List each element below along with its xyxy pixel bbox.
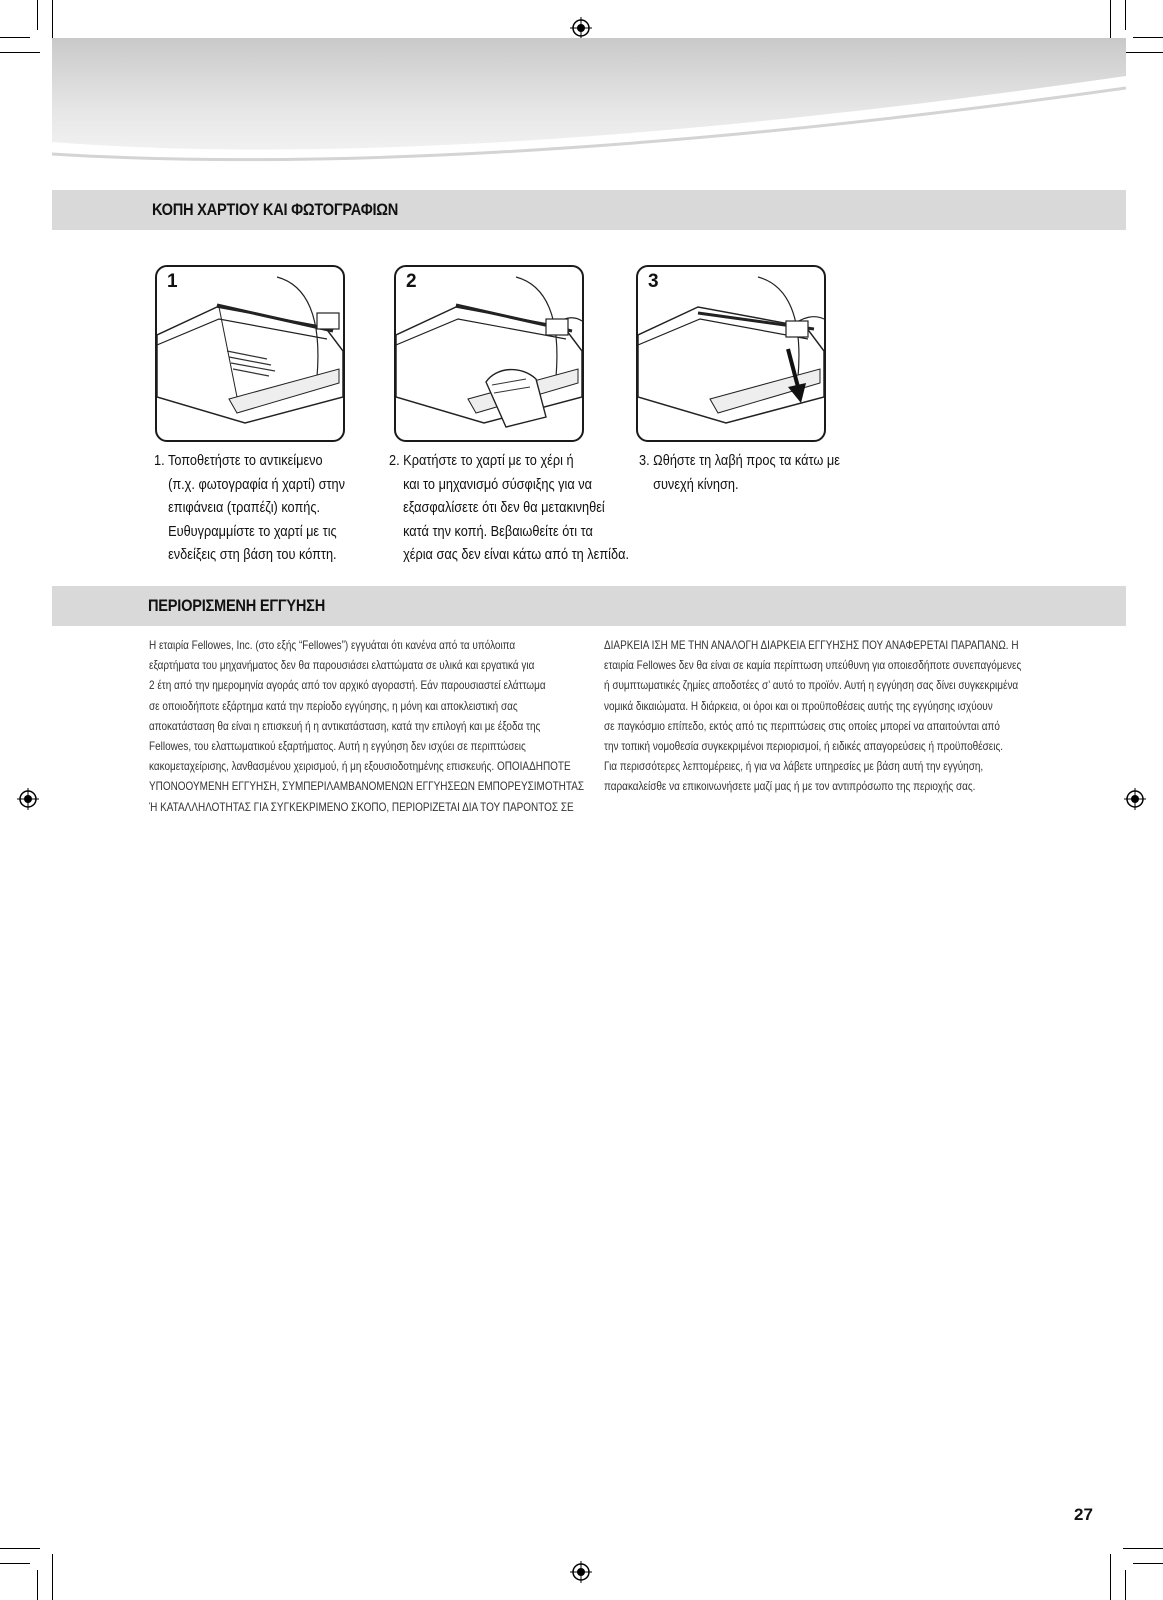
step-1-text: 1. Τοποθετήστε το αντικείμενο (π.χ. φωτογραφία ή χαρτί) στην επιφάνεια (τραπέζι) κοπής. Ευθυγραμμίστε το χαρτί με τις ενδείξεις στη βάση του κόπτη. [154, 453, 346, 563]
step-3-illustration [636, 265, 826, 442]
step-2-illustration [394, 265, 584, 442]
step-1-illustration [155, 265, 345, 442]
step-3-text: 3. Ωθήστε τη λαβή προς τα κάτω με συνεχή κίνηση. [639, 453, 840, 493]
warranty-text-right: ΔΙΑΡΚΕΙΑ ΙΣΗ ΜΕ ΤΗΝ ΑΝΑΛΟΓΗ ΔΙΑΡΚΕΙΑ ΕΓΓΥΗΣΗΣ ΠΟΥ ΑΝΑΦΕΡΕΤΑΙ ΠΑΡΑΠΑΝΩ. Η εταιρία Fellowes δεν θα είναι σε καμία περίπτωση υπεύθυνη για οποιεσδήποτε συνεπαγόμενες ή συμπτωματικές ζημίες αποδοτέες σ’ αυτό το προϊόν. Αυτή η εγγύηση σας δίνει συγκεκριμένα νομικά δικαιώματα. Η διάρκεια, οι όροι και οι προϋποθέσεις αυτής της εγγύησης ισχύουν σε παγκόσμιο επίπεδο, εκτός από τις περιπτώσεις στις οποίες μπορεί να απαιτούνται από την τοπική νομοθεσία συγκεκριμένοι περιορισμοί, ή ειδικές απαγορεύσεις ή προϋποθέσεις. Για περισσότερες λεπτομέρειες, ή για να λάβετε υπηρεσίες με βάση αυτή την εγγύηση, παρακαλείσθε να επικοινωνήσετε μαζί μας ή με τον αντιπρόσωπο της περιοχής σας. [604, 639, 1022, 794]
section-title: ΚΟΠΗ ΧΑΡΤΙΟΥ ΚΑΙ ΦΩΤΟΓΡΑΦΙΩΝ [152, 200, 399, 219]
registration-mark-icon [570, 1561, 592, 1583]
section-header-warranty [52, 586, 1126, 626]
warranty-text-left: Η εταιρία Fellowes, Inc. (στο εξής “Fellowes”) εγγυάται ότι κανένα από τα υπόλοιπα εξαρτήματα του μηχανήματος δεν θα παρουσιάσει ελαττώματα σε υλικά και εργατικά για 2 έτη από την ημερομηνία αγοράς από τον αρχικό αγοραστή. Εάν παρουσιαστεί ελάττωμα σε οποιοδήποτε εξάρτημα κατά την περίοδο εγγύησης, η μόνη και αποκλειστική σας αποκατάσταση θα είναι η επισκευή ή η αντικατάσταση, κατά την επιλογή και με έξοδα της Fellowes, του ελαττωματικού εξαρτήματος. Αυτή η εγγύηση δεν ισχύει σε περιπτώσεις κακομεταχείρισης, λανθασμένου χειρισμού, ή μη εξουσιοδοτημένης επισκευής. ΟΠΟΙΑΔΗΠΟΤΕ ΥΠΟΝΟΟΥΜΕΝΗ ΕΓΓΥΗΣΗ, ΣΥΜΠΕΡΙΛΑΜΒΑΝΟΜΕΝΩΝ ΕΓΓΥΗΣΕΩΝ ΕΜΠΟΡΕΥΣΙΜΟΤΗΤΑΣ Ή ΚΑΤΑΛΛΗΛΟΤΗΤΑΣ ΓΙΑ ΣΥΓΚΕΚΡΙΜΕΝΟ ΣΚΟΠΟ, ΠΕΡΙΟΡΙΖΕΤΑΙ ΔΙΑ ΤΟΥ ΠΑΡΟΝΤΟΣ ΣΕ [149, 639, 585, 814]
registration-mark-icon [1124, 788, 1146, 810]
registration-mark-icon [570, 17, 592, 39]
registration-mark-icon [17, 788, 39, 810]
step-number: 2 [406, 271, 417, 292]
page-number: 27 [1074, 1505, 1093, 1524]
section-title: ΠΕΡΙΟΡΙΣΜΕΝΗ ΕΓΓΥΗΣΗ [148, 596, 325, 615]
step-number: 1 [167, 271, 178, 292]
section-header-cutting [52, 190, 1126, 230]
step-number: 3 [648, 271, 659, 292]
header-swoosh [52, 38, 1126, 168]
step-2-text: 2. Κρατήστε το χαρτί με το χέρι ή και το μηχανισμό σύσφιξης για να εξασφαλίσετε ότι δεν θα μετακινηθεί κατά την κοπή. Βεβαιωθείτε ότι τα χέρια σας δεν είναι κάτω από τη λεπίδα. [389, 453, 630, 563]
